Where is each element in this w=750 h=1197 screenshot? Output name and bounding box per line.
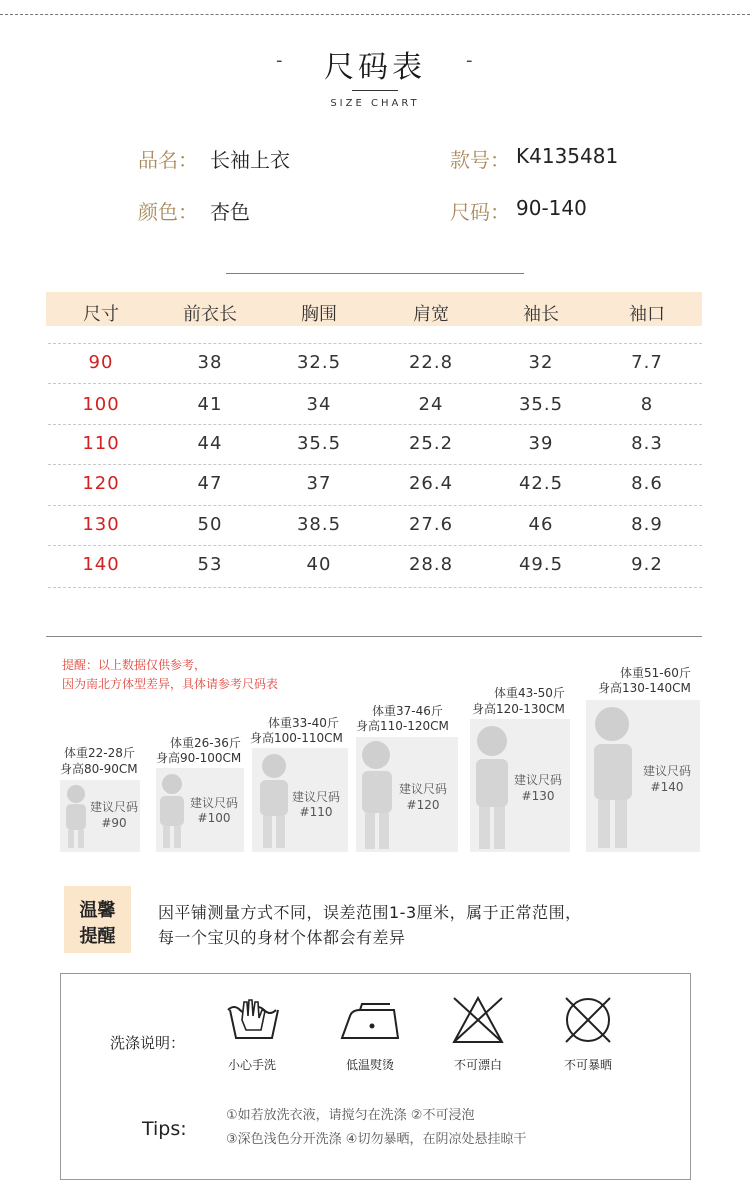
kid-suggest-size: #140 <box>650 780 684 794</box>
kid-weight: 体重33-40斤 <box>268 716 339 730</box>
hand-wash-icon <box>224 996 284 1044</box>
table-row <box>46 473 702 499</box>
table-row <box>46 394 702 420</box>
product-name-value: 长袖上衣 <box>210 148 290 172</box>
table-cell: 27.6 <box>408 514 454 535</box>
row-divider <box>48 343 702 344</box>
kid-suggest-size: #90 <box>101 816 127 830</box>
table-cell: 25.2 <box>408 433 454 454</box>
table-cell: 49.5 <box>518 554 564 575</box>
size-table-header <box>46 292 702 326</box>
table-cell: 24 <box>418 394 444 415</box>
kid-height: 身高130-140CM <box>598 681 691 695</box>
tips-label: Tips: <box>142 1118 187 1140</box>
reminder-line-2: 因为南北方体型差异，具体请参考尺码表 <box>62 677 279 691</box>
kid-height: 身高120-130CM <box>472 702 565 716</box>
warm-text-line-2: 每一个宝贝的身材个体都会有差异 <box>158 928 406 947</box>
row-divider <box>48 587 702 588</box>
table-cell: 50 <box>197 514 223 535</box>
hand-wash-label: 小心手洗 <box>227 1058 276 1072</box>
table-cell: 46 <box>528 514 554 535</box>
row-divider <box>48 424 702 425</box>
size-cell: 140 <box>82 554 120 575</box>
kid-suggest-label: 建议尺码 <box>291 790 340 804</box>
kid-card <box>156 768 244 852</box>
table-row <box>46 514 702 540</box>
reminder-line-1: 提醒：以上数据仅供参考， <box>62 658 207 672</box>
warm-title-1: 温馨 <box>79 900 116 921</box>
column-header: 肩宽 <box>413 304 449 325</box>
kid-suggest-label: 建议尺码 <box>398 782 447 796</box>
kid-height: 身高110-120CM <box>356 719 449 733</box>
low-iron-label: 低温熨烫 <box>345 1058 394 1072</box>
table-cell: 8.3 <box>631 433 663 454</box>
warm-title-2: 提醒 <box>79 926 116 947</box>
table-cell: 22.8 <box>408 352 454 373</box>
table-cell: 37 <box>306 473 332 494</box>
warm-text-line-1: 因平铺测量方式不同，误差范围1-3厘米，属于正常范围， <box>158 903 582 922</box>
kid-card <box>470 719 570 852</box>
row-divider <box>48 545 702 546</box>
no-sun-dry-label: 不可暴晒 <box>563 1058 612 1072</box>
product-code-label: 款号： <box>450 148 510 172</box>
page-subtitle: SIZE CHART <box>330 98 420 109</box>
subtitle-divider <box>352 90 398 91</box>
kid-weight: 体重51-60斤 <box>620 666 691 680</box>
kid-card <box>60 780 140 852</box>
size-cell: 90 <box>88 352 114 373</box>
kid-card <box>252 748 348 852</box>
product-color-label: 颜色： <box>138 200 198 224</box>
table-cell: 32 <box>528 352 554 373</box>
table-row <box>46 352 702 378</box>
kid-weight: 体重43-50斤 <box>494 686 565 700</box>
table-cell: 39 <box>528 433 554 454</box>
kid-weight: 体重37-46斤 <box>372 704 443 718</box>
row-divider <box>48 383 702 384</box>
table-cell: 42.5 <box>518 473 564 494</box>
kid-suggest-label: 建议尺码 <box>189 796 238 810</box>
table-cell: 34 <box>306 394 332 415</box>
table-cell: 32.5 <box>296 352 342 373</box>
table-cell: 7.7 <box>631 352 663 373</box>
table-cell: 8.9 <box>631 514 663 535</box>
kid-suggest-label: 建议尺码 <box>513 773 562 787</box>
table-cell: 40 <box>306 554 332 575</box>
column-header: 胸围 <box>301 304 337 325</box>
table-cell: 35.5 <box>518 394 564 415</box>
top-dashed-divider <box>0 14 750 15</box>
kid-height: 身高80-90CM <box>60 762 138 776</box>
row-divider <box>48 464 702 465</box>
care-title: 洗涤说明： <box>110 1034 186 1052</box>
kid-card <box>586 700 700 852</box>
kid-suggest-label: 建议尺码 <box>89 800 138 814</box>
section-divider <box>46 636 702 637</box>
table-cell: 35.5 <box>296 433 342 454</box>
kid-weight: 体重26-36斤 <box>170 736 241 750</box>
table-cell: 38.5 <box>296 514 342 535</box>
no-bleach-label: 不可漂白 <box>453 1058 502 1072</box>
column-header: 袖长 <box>523 304 559 325</box>
kid-suggest-size: #120 <box>406 798 440 812</box>
row-divider <box>48 505 702 506</box>
table-cell: 8 <box>640 394 654 415</box>
table-cell: 44 <box>197 433 223 454</box>
warm-reminder-badge <box>64 886 131 953</box>
table-cell: 47 <box>197 473 223 494</box>
page-title: 尺码表 <box>324 50 426 85</box>
title-mark-right: - <box>466 50 473 71</box>
table-row <box>46 433 702 459</box>
table-cell: 53 <box>197 554 223 575</box>
column-header: 袖口 <box>629 304 665 325</box>
low-iron-icon <box>338 1000 404 1044</box>
table-cell: 28.8 <box>408 554 454 575</box>
table-row <box>46 554 702 580</box>
product-size-label: 尺码： <box>450 200 510 224</box>
title-mark-left: - <box>276 50 283 71</box>
kid-card <box>356 737 458 852</box>
table-cell: 9.2 <box>631 554 663 575</box>
kid-weight: 体重22-28斤 <box>64 746 135 760</box>
size-cell: 100 <box>82 394 120 415</box>
tips-line-1: ①如若放洗衣液，请搅匀在洗涤 ②不可浸泡 <box>226 1108 475 1123</box>
product-name-label: 品名： <box>138 148 198 172</box>
size-cell: 130 <box>82 514 120 535</box>
kid-height: 身高90-100CM <box>156 751 242 765</box>
column-header: 尺寸 <box>83 304 119 325</box>
product-color-value: 杏色 <box>210 200 250 224</box>
kid-suggest-label: 建议尺码 <box>642 764 691 778</box>
product-code-value: K4135481 <box>516 144 619 168</box>
product-size-value: 90-140 <box>516 196 587 220</box>
size-cell: 110 <box>82 433 120 454</box>
kid-suggest-size: #100 <box>197 811 231 825</box>
table-cell: 41 <box>197 394 223 415</box>
kid-suggest-size: #110 <box>299 805 333 819</box>
table-cell: 8.6 <box>631 473 663 494</box>
kid-suggest-size: #130 <box>521 789 555 803</box>
column-header: 前衣长 <box>183 304 237 325</box>
table-cell: 38 <box>197 352 223 373</box>
tips-line-2: ③深色浅色分开洗涤 ④切勿暴晒，在阴凉处悬挂晾干 <box>226 1132 527 1147</box>
kid-height: 身高100-110CM <box>250 731 343 745</box>
info-divider <box>226 273 524 274</box>
no-bleach-icon <box>450 994 506 1046</box>
table-cell: 26.4 <box>408 473 454 494</box>
no-sun-dry-icon <box>562 994 614 1046</box>
size-cell: 120 <box>82 473 120 494</box>
